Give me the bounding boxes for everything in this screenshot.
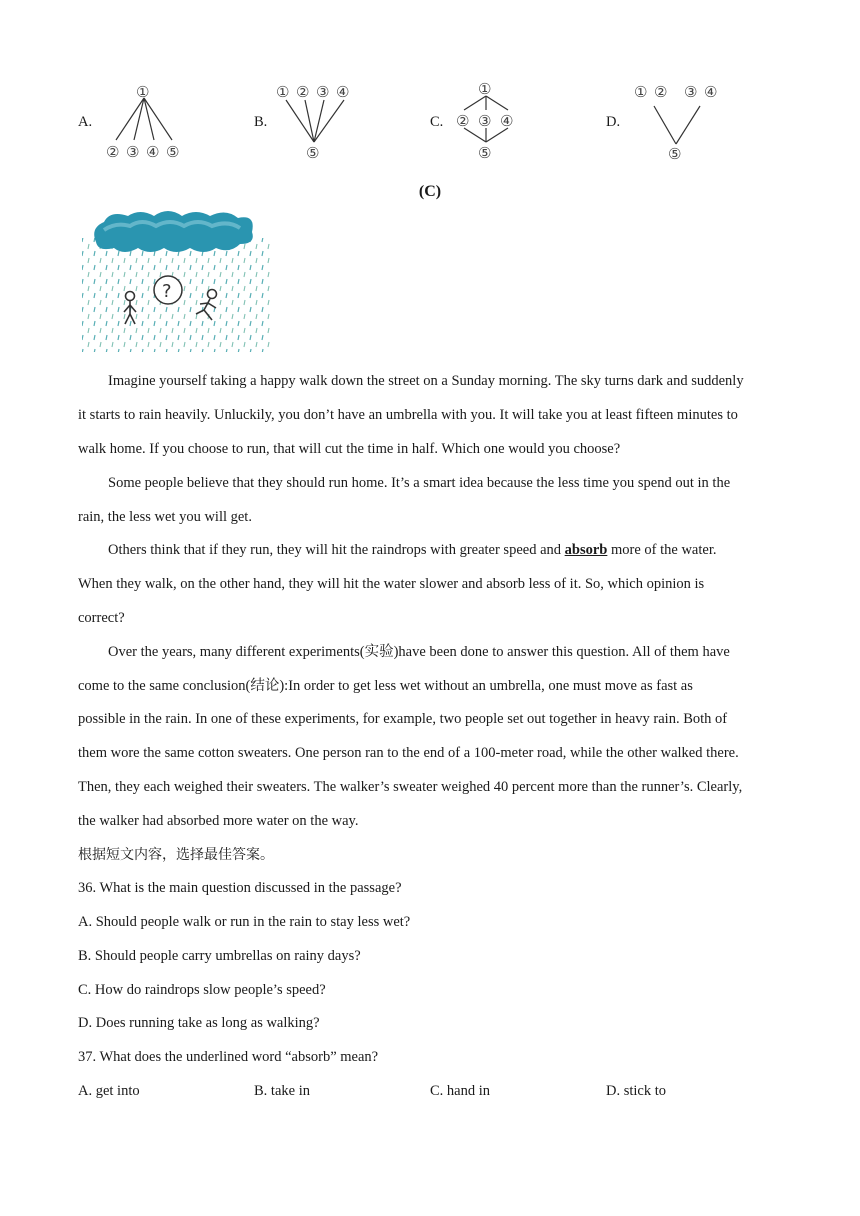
node-4: ④ — [704, 83, 718, 101]
node-2: ② — [456, 112, 470, 130]
passage-line: When they walk, on the other hand, they will hit the water slower and absorb less of it. So, which opinion is — [78, 576, 705, 592]
passage-line: Imagine yourself taking a happy walk down the street on a Sunday morning. The sky turns dark and suddenly — [108, 373, 744, 389]
q37-option-c[interactable]: C. hand in — [430, 1083, 491, 1099]
option-d-label: D. — [606, 114, 621, 130]
passage-line: walk home. If you choose to run, that will cut the time in half. Which one would you choose? — [78, 441, 621, 457]
diagram-b — [272, 80, 362, 164]
option-c-label: C. — [430, 114, 444, 130]
passage-line: the walker had absorbed more water on the way. — [78, 813, 359, 829]
node-4: ④ — [146, 143, 160, 161]
diagram-d — [630, 80, 730, 164]
node-4: ④ — [500, 112, 514, 130]
node-1: ① — [276, 83, 290, 101]
passage-line: it starts to rain heavily. Unluckily, you don’t have an umbrella with you. It will take you at least fifteen minutes to — [78, 407, 738, 423]
passage-text: Others think that if they run, they will hit the raindrops with greater speed and — [108, 542, 565, 558]
passage-line: correct? — [78, 610, 125, 626]
node-1: ① — [136, 83, 150, 101]
passage-line: rain, the less wet you will get. — [78, 509, 252, 525]
q37-option-a[interactable]: A. get into — [78, 1083, 140, 1099]
passage-line: Over the years, many different experiments(实验)have been done to answer this question. All of them have — [108, 644, 730, 660]
node-3: ③ — [316, 83, 330, 101]
node-3: ③ — [478, 112, 492, 130]
option-a-label: A. — [78, 114, 93, 130]
passage-line — [108, 540, 716, 560]
question-mark-icon: ? — [162, 281, 172, 302]
node-5: ⑤ — [478, 144, 492, 162]
node-1: ① — [634, 83, 648, 101]
passage-line: Some people believe that they should run home. It’s a smart idea because the less time you spend out in the — [108, 475, 731, 491]
passage-line: come to the same conclusion(结论):In order to get less wet without an umbrella, one must move as fast as — [78, 678, 693, 694]
passage-line: possible in the rain. In one of these experiments, for example, two people set out together in heavy rain. Both of — [78, 711, 728, 727]
diagram-a — [100, 80, 190, 164]
diagram-c — [448, 78, 528, 164]
node-2: ② — [296, 83, 310, 101]
node-2: ② — [654, 83, 668, 101]
q37-option-b[interactable]: B. take in — [254, 1083, 310, 1099]
node-5: ⑤ — [166, 143, 180, 161]
question-37-stem: 37. What does the underlined word “absorb” mean? — [78, 1049, 379, 1065]
node-2: ② — [106, 143, 120, 161]
node-3: ③ — [684, 83, 698, 101]
option-b-label: B. — [254, 114, 268, 130]
q37-option-d[interactable]: D. stick to — [606, 1083, 667, 1099]
node-5: ⑤ — [668, 145, 682, 163]
node-4: ④ — [336, 83, 350, 101]
node-3: ③ — [126, 143, 140, 161]
passage-line: them wore the same cotton sweaters. One person ran to the end of a 100-meter road, while the other walked there. — [78, 745, 739, 761]
rain-illustration — [80, 208, 274, 356]
q36-option-c[interactable]: C. How do raindrops slow people’s speed? — [78, 982, 326, 998]
node-5: ⑤ — [306, 144, 320, 162]
node-1: ① — [478, 80, 492, 98]
passage-line: Then, they each weighed their sweaters. The walker’s sweater weighed 40 percent more than the runner’s. Clearly, — [78, 779, 743, 795]
q36-option-b[interactable]: B. Should people carry umbrellas on rainy days? — [78, 948, 361, 964]
q36-option-a[interactable]: A. Should people walk or run in the rain to stay less wet? — [78, 914, 411, 930]
q36-option-d[interactable]: D. Does running take as long as walking? — [78, 1015, 320, 1031]
cloud-icon — [94, 211, 253, 252]
question-36-stem: 36. What is the main question discussed in the passage? — [78, 880, 402, 896]
instruction-text: 根据短文内容，选择最佳答案。 — [78, 847, 274, 863]
passage-text: more of the water. — [607, 542, 717, 558]
underlined-word-absorb: absorb — [564, 542, 608, 558]
section-title: (C) — [418, 183, 442, 200]
